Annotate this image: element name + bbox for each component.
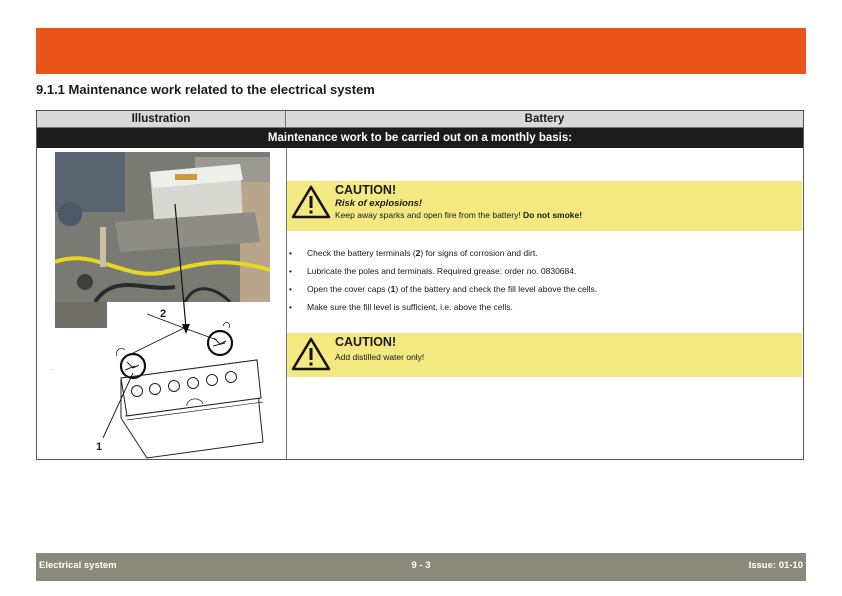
warning-triangle-icon (291, 185, 331, 219)
page-footer (36, 553, 806, 581)
list-item: • Make sure the fill level is sufficient, i.e. above the cells. (289, 302, 513, 312)
caution-subtitle: Risk of explosions! (335, 198, 423, 209)
caution-title: CAUTION! (335, 335, 397, 349)
header-accent-bar (36, 28, 806, 74)
callout-2-label: 2 (160, 308, 167, 320)
illustration-cell (37, 148, 286, 459)
svg-text:.: . (51, 366, 53, 372)
maintenance-steps-list (287, 247, 797, 319)
footer-page-number: 9 - 3 (411, 560, 431, 571)
warning-triangle-icon (291, 337, 331, 371)
maintenance-table (36, 110, 804, 460)
footer-issue: Issue: 01-10 (748, 560, 803, 571)
section-title: 9.1.1 Maintenance work related to the electrical system (36, 82, 375, 97)
caution-text: Add distilled water only! (335, 352, 425, 362)
monthly-banner: Maintenance work to be carried out on a monthly basis: (37, 128, 803, 148)
caution-text-bold: Do not smoke! (523, 210, 583, 220)
list-item: • Open the cover caps (1) of the battery and check the fill level above the cells. (289, 284, 598, 294)
caution-text: Keep away sparks and open fire from the battery! Do not smoke! (335, 210, 583, 220)
list-item: • Lubricate the poles and terminals. Required grease: order no. 0830684. (289, 266, 577, 276)
footer-chapter: Electrical system (39, 560, 117, 571)
caution-box-explosion (287, 181, 802, 231)
caution-box-water (287, 333, 802, 377)
column-header-illustration: Illustration (37, 111, 286, 128)
list-item: • Check the battery terminals (2) for signs of corrosion and dirt. (289, 248, 538, 258)
column-header-battery: Battery (286, 111, 803, 128)
caution-title: CAUTION! (335, 183, 397, 197)
battery-diagram (37, 148, 286, 461)
callout-1-label: 1 (96, 441, 103, 453)
